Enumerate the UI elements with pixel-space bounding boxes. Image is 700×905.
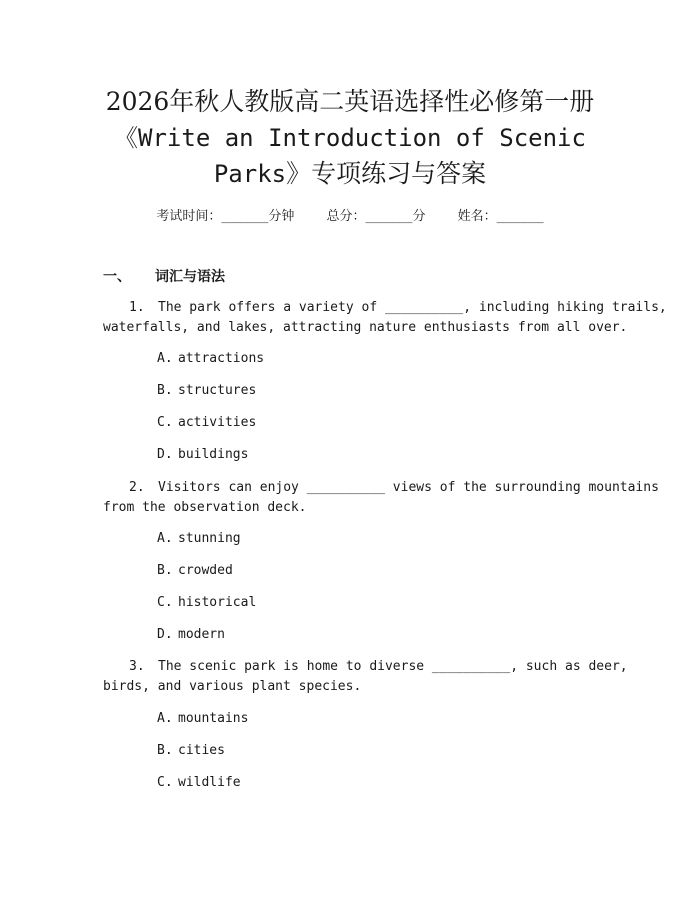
- student-name-blank: ______: [496, 209, 544, 224]
- option-letter: A.: [157, 531, 173, 546]
- option-letter: A.: [157, 711, 173, 726]
- option-2c[interactable]: [157, 595, 256, 610]
- question-1-number: 1.: [129, 300, 145, 315]
- question-2-number: 2.: [129, 480, 145, 495]
- option-letter: C.: [157, 595, 173, 610]
- option-text: structures: [178, 383, 257, 398]
- option-letter: D.: [157, 447, 173, 462]
- question-3-number: 3.: [129, 659, 145, 674]
- exam-time-unit: 分钟: [268, 209, 295, 224]
- option-1d[interactable]: [157, 447, 248, 462]
- question-1: [103, 298, 667, 338]
- option-letter: B.: [157, 563, 173, 578]
- question-3-text-line-2: birds, and various plant species.: [103, 679, 362, 694]
- option-text: cities: [178, 743, 225, 758]
- option-3c[interactable]: [157, 775, 241, 790]
- question-2-text-line-2: from the observation deck.: [103, 500, 307, 515]
- option-text: wildlife: [178, 775, 241, 790]
- title-line-2-text: 《Write an Introduction of Scenic: [114, 124, 586, 152]
- question-2: [103, 478, 659, 518]
- option-letter: B.: [157, 383, 173, 398]
- option-3a[interactable]: [157, 711, 248, 726]
- option-letter: C.: [157, 415, 173, 430]
- student-name: [458, 209, 544, 224]
- total-score-blank: ______: [365, 209, 413, 224]
- option-text: attractions: [178, 351, 265, 366]
- option-letter: C.: [157, 775, 173, 790]
- exam-meta: [0, 205, 700, 224]
- total-score: [327, 209, 426, 224]
- exam-time: [156, 209, 294, 224]
- option-text: activities: [178, 415, 257, 430]
- option-2a[interactable]: [157, 531, 241, 546]
- page-title-line-1: 2026年秋人教版高二英语选择性必修第一册: [105, 87, 595, 116]
- option-text: stunning: [178, 531, 241, 546]
- option-text: historical: [178, 595, 257, 610]
- question-3-text-line-1: The scenic park is home to diverse __________, such as deer,: [158, 659, 628, 674]
- option-letter: A.: [157, 351, 173, 366]
- section-number: 一、: [103, 269, 131, 285]
- question-1-text-line-1: The park offers a variety of __________, including hiking trails,: [158, 300, 667, 315]
- option-1b[interactable]: [157, 383, 256, 398]
- option-1a[interactable]: [157, 351, 264, 366]
- option-text: mountains: [178, 711, 249, 726]
- option-text: modern: [178, 627, 225, 642]
- question-2-text-line-1: Visitors can enjoy __________ views of the surrounding mountains: [158, 480, 659, 495]
- student-name-label: 姓名：: [457, 209, 497, 224]
- question-1-text-line-2: waterfalls, and lakes, attracting nature enthusiasts from all over.: [103, 320, 628, 335]
- option-letter: B.: [157, 743, 173, 758]
- option-1c[interactable]: [157, 415, 256, 430]
- option-2d[interactable]: [157, 627, 225, 642]
- question-3: [103, 657, 628, 697]
- page-title-line-2: [60, 120, 640, 156]
- option-letter: D.: [157, 627, 173, 642]
- option-2b[interactable]: [157, 563, 233, 578]
- option-text: crowded: [178, 563, 233, 578]
- option-3b[interactable]: [157, 743, 225, 758]
- exam-time-blank: ______: [221, 209, 269, 224]
- section-heading: [103, 266, 225, 286]
- section-title: 词汇与语法: [155, 269, 225, 285]
- total-score-unit: 分: [412, 209, 426, 224]
- exam-time-label: 考试时间：: [156, 209, 222, 224]
- title-line-3-chinese: 》专项练习与答案: [286, 159, 487, 188]
- total-score-label: 总分：: [326, 209, 366, 224]
- title-line-3-english: Parks: [213, 160, 287, 188]
- option-text: buildings: [178, 447, 249, 462]
- page-title-line-3: [60, 156, 640, 192]
